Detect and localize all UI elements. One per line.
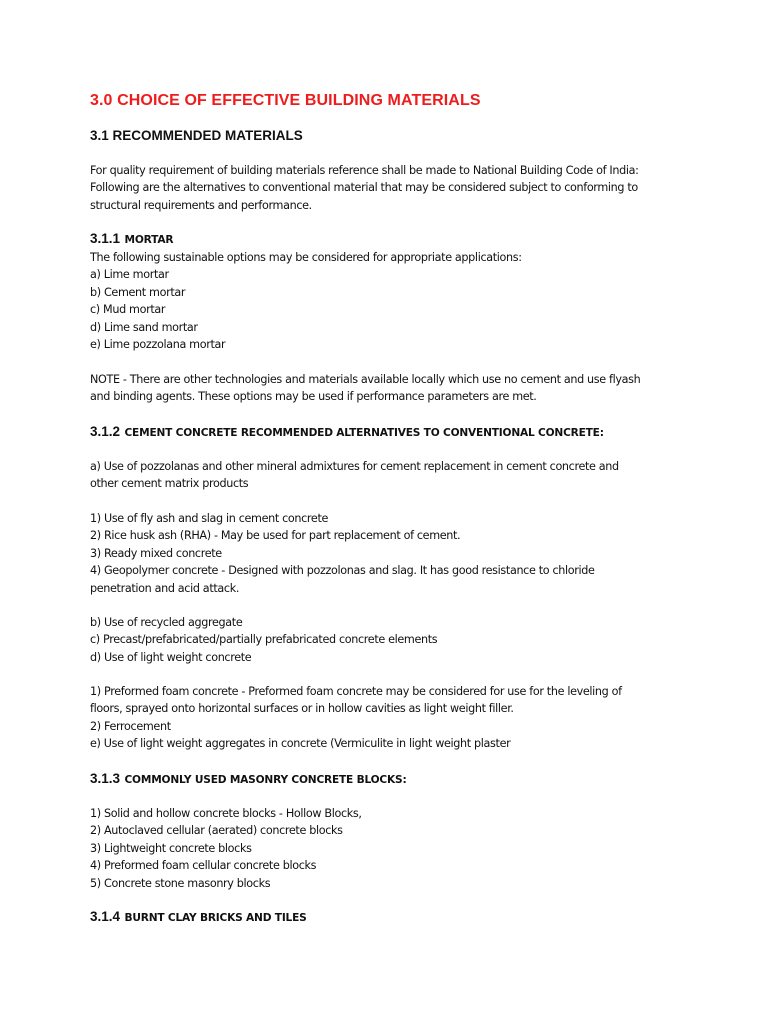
subsection-number: 3.1.4	[90, 909, 121, 924]
subsection-heading-3-1-3	[90, 770, 690, 788]
list-item: 2) Ferrocement	[90, 719, 171, 733]
subsection-heading-3-1-4	[90, 908, 690, 926]
list-item: The following sustainable options may be considered for appropriate applications:	[90, 251, 522, 264]
concrete-list-1	[90, 510, 690, 597]
subsection-title: MORTAR	[124, 234, 174, 246]
list-item: 1) Preformed foam concrete - Preformed foam concrete may be considered for use for the leveling of	[90, 685, 622, 698]
intro-line: Following are the alternatives to conventional material that may be considered subject to conforming to	[90, 181, 638, 195]
list-item: 4) Geopolymer concrete - Designed with pozzolonas and slag. It has good resistance to chloride	[90, 564, 595, 578]
list-item: d) Use of light weight concrete	[90, 650, 252, 664]
intro-line: structural requirements and performance.	[90, 198, 312, 212]
subsection-number: 3.1.3	[90, 771, 121, 786]
list-item: 1) Solid and hollow concrete blocks - Hollow Blocks,	[90, 807, 362, 820]
section-heading-3-1: 3.1 RECOMMENDED MATERIALS	[90, 128, 303, 143]
subsection-title: CEMENT CONCRETE RECOMMENDED ALTERNATIVES TO CONVENTIONAL CONCRETE:	[124, 427, 604, 439]
list-item: b) Cement mortar	[90, 285, 186, 299]
list-item: b) Use of recycled aggregate	[90, 616, 243, 629]
list-item: 4) Preformed foam cellular concrete blocks	[90, 859, 317, 873]
note-line: NOTE - There are other technologies and materials available locally which use no cement and use flyash	[90, 373, 641, 386]
subsection-number: 3.1.1	[90, 231, 121, 246]
list-item: 2) Rice husk ash (RHA) - May be used for part replacement of cement.	[90, 529, 461, 543]
list-item: d) Lime sand mortar	[90, 320, 198, 334]
intro-line: For quality requirement of building materials reference shall be made to National Building Code of India:	[90, 164, 639, 177]
list-item: 1) Use of fly ash and slag in cement concrete	[90, 512, 329, 525]
list-item: c) Mud mortar	[90, 303, 166, 317]
subsection-title: COMMONLY USED MASONRY CONCRETE BLOCKS:	[124, 774, 407, 786]
mortar-note	[90, 371, 690, 406]
note-line: and binding agents. These options may be used if performance parameters are met.	[90, 390, 537, 404]
list-item: e) Lime pozzolana mortar	[90, 338, 226, 352]
concrete-list-2	[90, 614, 690, 666]
page-title: 3.0 CHOICE OF EFFECTIVE BUILDING MATERIALS	[90, 92, 481, 109]
subsection-heading-3-1-2	[90, 423, 690, 441]
paragraph-line: a) Use of pozzolanas and other mineral admixtures for cement replacement in cement concrete and	[90, 460, 619, 473]
list-item: a) Lime mortar	[90, 268, 169, 282]
list-item: penetration and acid attack.	[90, 581, 240, 595]
paragraph-line: other cement matrix products	[90, 477, 249, 491]
masonry-blocks-list	[90, 805, 690, 892]
concrete-list-3	[90, 683, 690, 753]
subsection-number: 3.1.2	[90, 424, 121, 439]
list-item: e) Use of light weight aggregates in concrete (Vermiculite in light weight plaster	[90, 737, 511, 751]
intro-paragraph	[90, 162, 690, 214]
list-item: floors, sprayed onto horizontal surfaces or in hollow cavities as light weight filler.	[90, 702, 514, 716]
list-item: 3) Lightweight concrete blocks	[90, 841, 252, 855]
list-item: 3) Ready mixed concrete	[90, 546, 222, 560]
subsection-heading-3-1-1	[90, 230, 690, 248]
mortar-list	[90, 249, 690, 353]
list-item: c) Precast/prefabricated/partially prefabricated concrete elements	[90, 633, 438, 647]
pozzolana-paragraph	[90, 458, 690, 493]
list-item: 2) Autoclaved cellular (aerated) concrete blocks	[90, 824, 343, 838]
list-item: 5) Concrete stone masonry blocks	[90, 876, 271, 890]
subsection-title: BURNT CLAY BRICKS AND TILES	[124, 912, 307, 924]
